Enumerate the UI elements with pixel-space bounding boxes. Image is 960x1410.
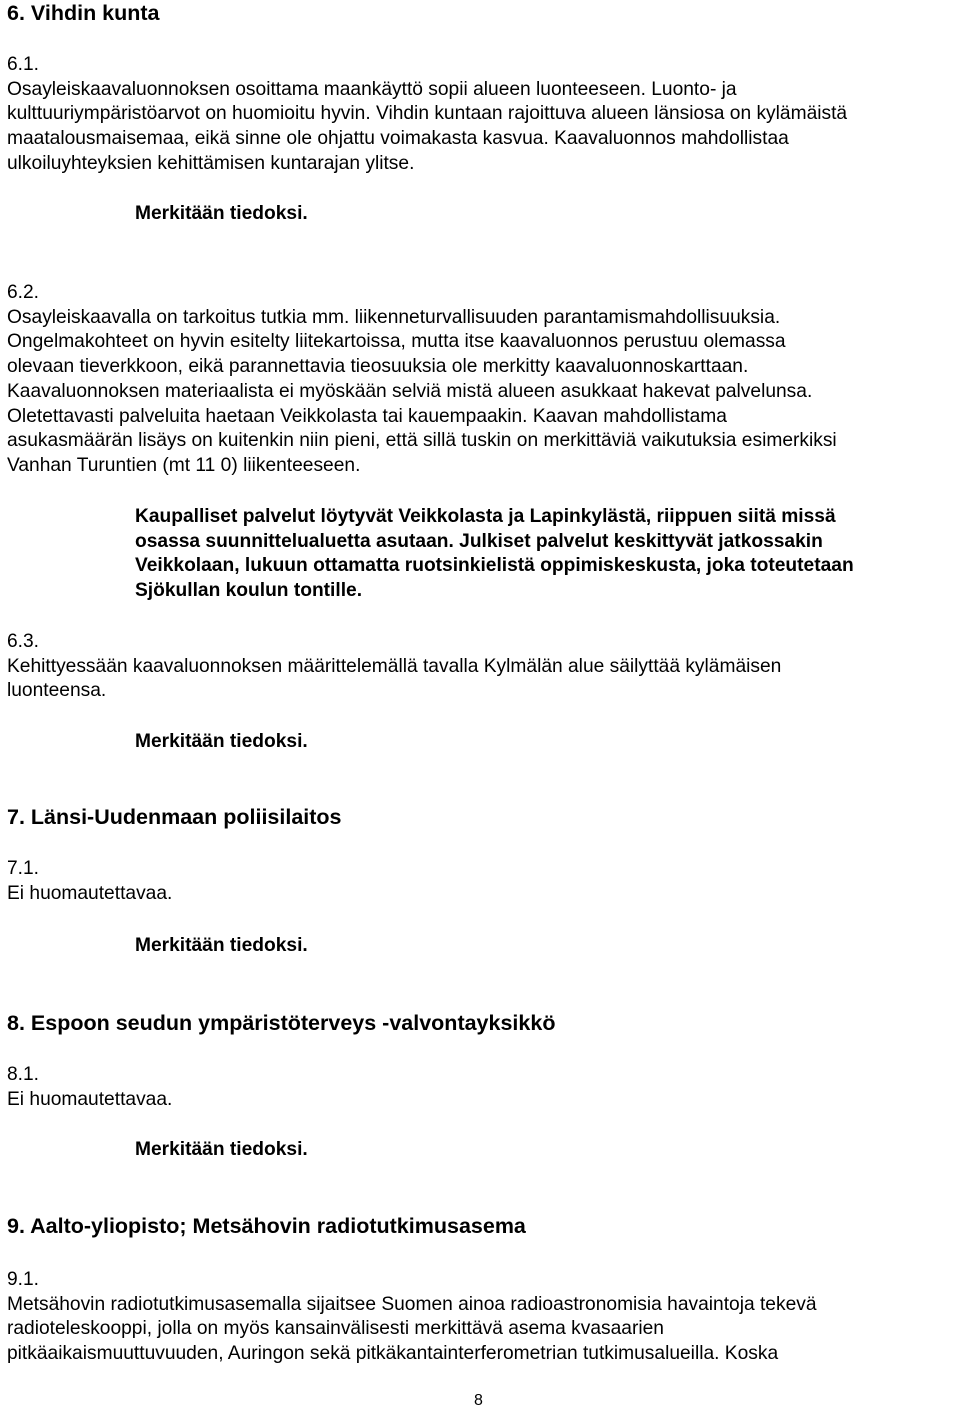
item-7-1-response <box>135 934 308 959</box>
item-6-1-text <box>7 53 847 177</box>
text-line: Ei huomautettavaa. <box>7 1088 173 1110</box>
item-8-1-text <box>7 1063 172 1112</box>
response-line: Merkitään tiedoksi. <box>135 731 308 752</box>
text-line: Oletettavasti palveluita haetaan Veikkolasta tai kauempaakin. Kaavan mahdollistama <box>7 405 727 427</box>
item-number: 8.1. <box>7 1064 40 1085</box>
text-line: Osayleiskaavaluonnoksen osoittama maankäyttö sopii alueen luonteeseen. Luonto- ja <box>7 78 737 100</box>
response-line: Merkitään tiedoksi. <box>135 1139 308 1160</box>
item-number: 9.1. <box>7 1269 40 1290</box>
text-line: luonteensa. <box>7 680 107 702</box>
text-line: kulttuuriympäristöarvot on huomioitu hyvin. Vihdin kuntaan rajoittuva alueen länsiosa on kylämäistä <box>7 103 848 125</box>
item-number: 6.3. <box>7 631 40 652</box>
section-heading-7: 7. Länsi-Uudenmaan poliisilaitos <box>7 805 342 829</box>
text-line: pitkäaikaismuuttuvuuden, Auringon sekä pitkäkantainterferometrian tutkimusalueilla. Koska <box>7 1343 779 1365</box>
text-line: Kehittyessään kaavaluonnoksen määrittelemällä tavalla Kylmälän alue säilyttää kylämäisen <box>7 655 782 677</box>
response-line: Veikkolaan, lukuun ottamatta ruotsinkielistä oppimiskeskusta, joka toteutetaan <box>135 555 854 577</box>
response-line: osassa suunnittelualuetta asutaan. Julkiset palvelut keskittyvät jatkossakin <box>135 530 823 552</box>
item-number: 6.1. <box>7 54 40 75</box>
page-number: 8 <box>474 1392 483 1409</box>
response-line: Merkitään tiedoksi. <box>135 935 308 956</box>
text-line: Vanhan Turuntien (mt 11 0) liikenteeseen. <box>7 454 361 476</box>
item-6-2-text <box>7 281 837 479</box>
response-line: Sjökullan koulun tontille. <box>135 580 363 602</box>
text-line: Osayleiskaavalla on tarkoitus tutkia mm. liikenneturvallisuuden parantamismahdollisuuksia. <box>7 306 781 328</box>
section-heading-8: 8. Espoon seudun ympäristöterveys -valvontayksikkö <box>7 1011 556 1035</box>
item-8-1-response <box>135 1138 308 1163</box>
text-line: ulkoiluyhteyksien kehittämisen kuntarajan ylitse. <box>7 152 415 174</box>
item-9-1-text <box>7 1268 817 1367</box>
text-line: Metsähovin radiotutkimusasemalla sijaitsee Suomen ainoa radioastronomisia havaintoja tekevä <box>7 1293 817 1315</box>
text-line: maatalousmaisemaa, eikä sinne ole ohjattu voimakasta kasvua. Kaavaluonnos mahdollistaa <box>7 128 789 150</box>
text-line: asukasmäärän lisäys on kuitenkin niin pieni, että sillä tuskin on merkittäviä vaikutuksia esimerkiksi <box>7 430 837 452</box>
item-number: 6.2. <box>7 282 40 303</box>
item-7-1-text <box>7 857 172 906</box>
text-line: olevaan tieverkkoon, eikä parannettavia tieosuuksia ole merkitty kaavaluonnoskarttaan. <box>7 356 749 378</box>
text-line: radioteleskooppi, jolla on myös kansainvälisesti merkittävä asema kvasaarien <box>7 1318 664 1340</box>
item-6-3-text <box>7 630 781 704</box>
section-heading-6: 6. Vihdin kunta <box>7 1 160 25</box>
text-line: Ei huomautettavaa. <box>7 882 173 904</box>
item-6-1-response <box>135 202 308 227</box>
response-line: Kaupalliset palvelut löytyvät Veikkolasta ja Lapinkylästä, riippuen siitä missä <box>135 506 836 527</box>
text-line: Ongelmakohteet on hyvin esitelty liitekartoissa, mutta itse kaavaluonnos perustuu olemassa <box>7 331 786 353</box>
item-number: 7.1. <box>7 858 40 879</box>
section-heading-9: 9. Aalto-yliopisto; Metsähovin radiotutkimusasema <box>7 1214 526 1238</box>
item-6-2-response <box>135 505 854 604</box>
text-line: Kaavaluonnoksen materiaalista ei myöskään selviä mistä alueen asukkaat hakevat palvelunsa. <box>7 380 813 402</box>
response-line: Merkitään tiedoksi. <box>135 203 308 224</box>
item-6-3-response <box>135 730 308 755</box>
